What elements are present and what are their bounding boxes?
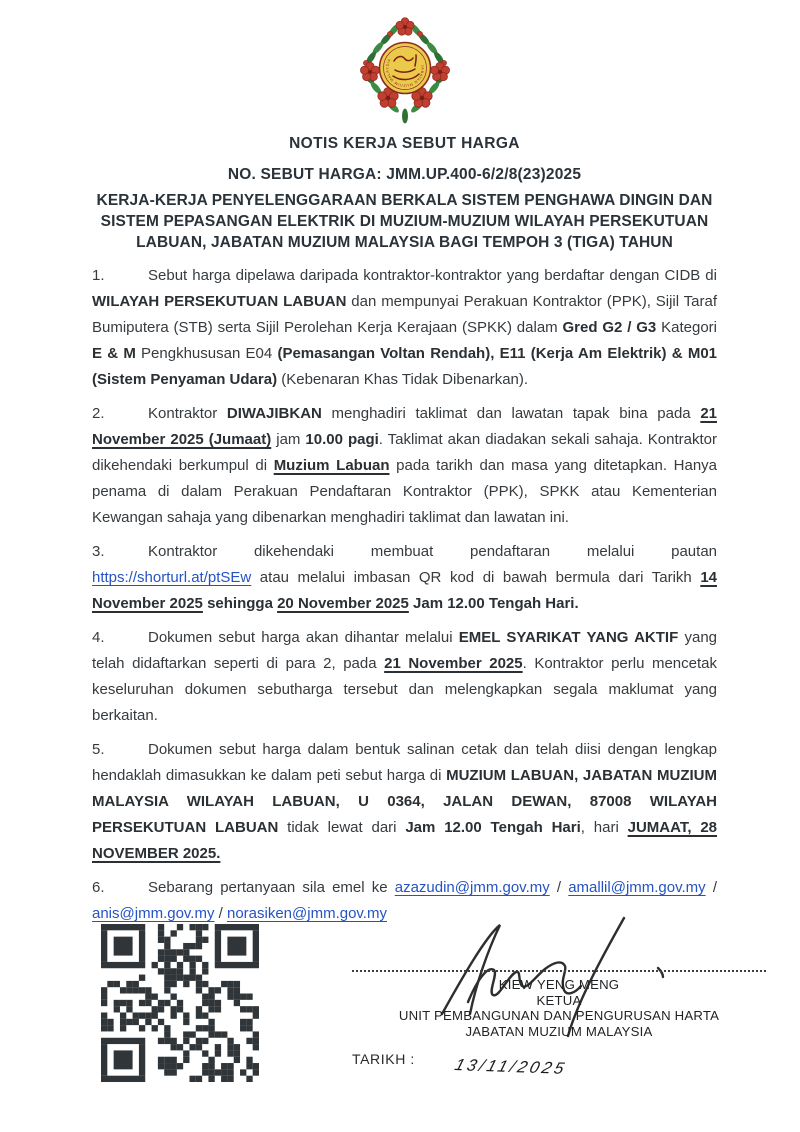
quotation-ref-no: NO. SEBUT HARGA: JMM.UP.400-6/2/8(23)2025 [227,166,582,183]
text-run: jam [271,431,306,448]
qr-code [101,924,259,1082]
text-run: 20 November 2025 [277,595,409,612]
hyperlink[interactable]: https://shorturl.at/ptSEw [92,569,252,586]
text-run: dan mempunyai Perakuan Kontraktor (PPK), Sijil Taraf Bumiputera (STB) serta Sijil Perolehan Kerja Kerajaan (SPKK) dalam [92,293,717,336]
paragraph [92,539,717,617]
text-run: / [549,879,569,896]
paragraph [92,737,717,867]
paragraph-number: 1. [92,267,105,284]
text-run: DIWAJIBKAN [226,405,322,422]
text-run: Dokumen sebut harga dalam bentuk salinan cetak dan telah diisi dengan lengkap hendaklah dimasukkan ke dalam peti sebut harga di [92,741,717,784]
text-run: , hari [580,819,628,836]
text-run: . Taklimat akan diadakan sekali sahaja. Kontraktor dikehendaki berkumpul di [92,431,717,474]
paragraph-number: 4. [92,629,105,646]
text-run: 10.00 pagi [305,431,379,448]
text-run: sehingga [202,595,278,612]
text-run: . Kontraktor perlu mencetak keseluruhan dokumen sebutharga tersebut dan melengkapkan segala maklumat yang berkaitan. [92,655,717,724]
text-run: / [705,879,717,896]
paragraph [92,401,717,531]
signatory-name: KIEW YENG MENG [498,977,620,992]
paragraph-number: 3. [92,543,105,560]
paragraph-list [92,263,717,927]
text-run: Jam 12.00 Tengah Hari [405,819,581,836]
text-run: 14 November 2025 [92,569,717,612]
text-run: atau melalui imbasan QR kod di bawah bermula dari Tarikh [251,569,701,586]
notice-title: NOTIS KERJA SEBUT HARGA [289,135,520,152]
paragraph-number: 5. [92,741,105,758]
signatory-department: JABATAN MUZIUM MALAYSIA [465,1023,653,1039]
text-run: tidak lewat dari [278,819,406,836]
signatory-block [352,977,766,1039]
jmm-emblem-icon [346,14,464,124]
text-run: Pengkhususan E04 [135,345,278,362]
project-title [92,190,717,253]
hyperlink[interactable]: amallil@jmm.gov.my [568,879,706,896]
document-content [0,14,800,927]
date-label: TARIKH : [352,1051,415,1067]
paragraph [92,263,717,393]
text-run: Muzium Labuan [273,457,390,474]
text-run: Kontraktor dikehendaki membuat pendaftaran melalui pautan [148,543,717,560]
text-run: JUMAAT, 28 NOVEMBER 2025. [92,819,718,862]
hyperlink[interactable]: norasiken@jmm.gov.my [226,905,387,922]
text-run: (Pemasangan Voltan Rendah), E11 (Kerja Am Elektrik) & M01 (Sistem Penyaman Udara) [92,345,718,388]
text-run: Dokumen sebut harga akan dihantar melalui [148,629,459,646]
text-run: 21 November 2025 (Jumaat) [92,405,717,448]
text-run: Kategori [656,319,717,336]
text-run: (Kebenaran Khas Tidak Dibenarkan). [277,371,529,388]
text-run: yang telah didaftarkan seperti di para 2, pada [92,629,718,672]
emblem-seal [379,43,430,94]
paragraph [92,625,717,729]
text-run: / [214,905,227,922]
signatory-unit: UNIT PEMBANGUNAN DAN PENGURUSAN HARTA [398,1008,720,1024]
text-run: Sebut harga dipelawa daripada kontraktor-kontraktor yang berdaftar dengan CIDB di [148,267,717,284]
text-run: EMEL SYARIKAT YANG AKTIF [458,629,679,646]
hyperlink[interactable]: azazudin@jmm.gov.my [394,879,550,896]
emblem-ring-text: JABATAN MUZIUM MALAYSIA [384,58,425,88]
paragraph [92,875,717,927]
text-run: Sebarang pertanyaan sila emel ke [148,879,395,896]
hyperlink[interactable]: anis@jmm.gov.my [92,905,215,922]
paragraph-number: 2. [92,405,105,422]
text-run: Jam 12.00 Tengah Hari. [408,595,579,612]
text-run: Gred G2 / G3 [562,319,657,336]
text-run: MUZIUM LABUAN, JABATAN MUZIUM MALAYSIA WILAYAH LABUAN, U 0364, JALAN DEWAN, 87008 WILAYAH PERSEKUTUAN LABUAN [92,767,717,836]
signatory-position: KETUA [536,992,582,1008]
project-title-line: SISTEM PEPASANGAN ELEKTRIK DI MUZIUM-MUZIUM WILAYAH PERSEKUTUAN [100,213,709,230]
text-run: Kontraktor [148,405,227,422]
signature-line [352,961,766,972]
project-title-line: KERJA-KERJA PENYELENGGARAAN BERKALA SISTEM PENGHAWA DINGIN DAN [96,192,713,209]
text-run: 21 November 2025 [384,655,523,672]
paragraph-number: 6. [92,879,105,896]
date-handwritten: 13/11/2025 [452,1056,570,1078]
text-run: E & M [92,345,136,362]
project-title-line: LABUAN, JABATAN MUZIUM MALAYSIA BAGI TEMPOH 3 (TIGA) TAHUN [136,234,673,251]
text-run: pada tarikh dan masa yang ditetapkan. Hanya penama di dalam Perakuan Pendaftaran Kontraktor (PPK), SPKK atau Kementerian Kewangan sahaja yang dibenarkan menghadiri taklimat dan lawatan ini. [92,457,718,526]
text-run: menghadiri taklimat dan lawatan tapak bina pada [321,405,701,422]
text-run: WILAYAH PERSEKUTUAN LABUAN [92,293,347,310]
